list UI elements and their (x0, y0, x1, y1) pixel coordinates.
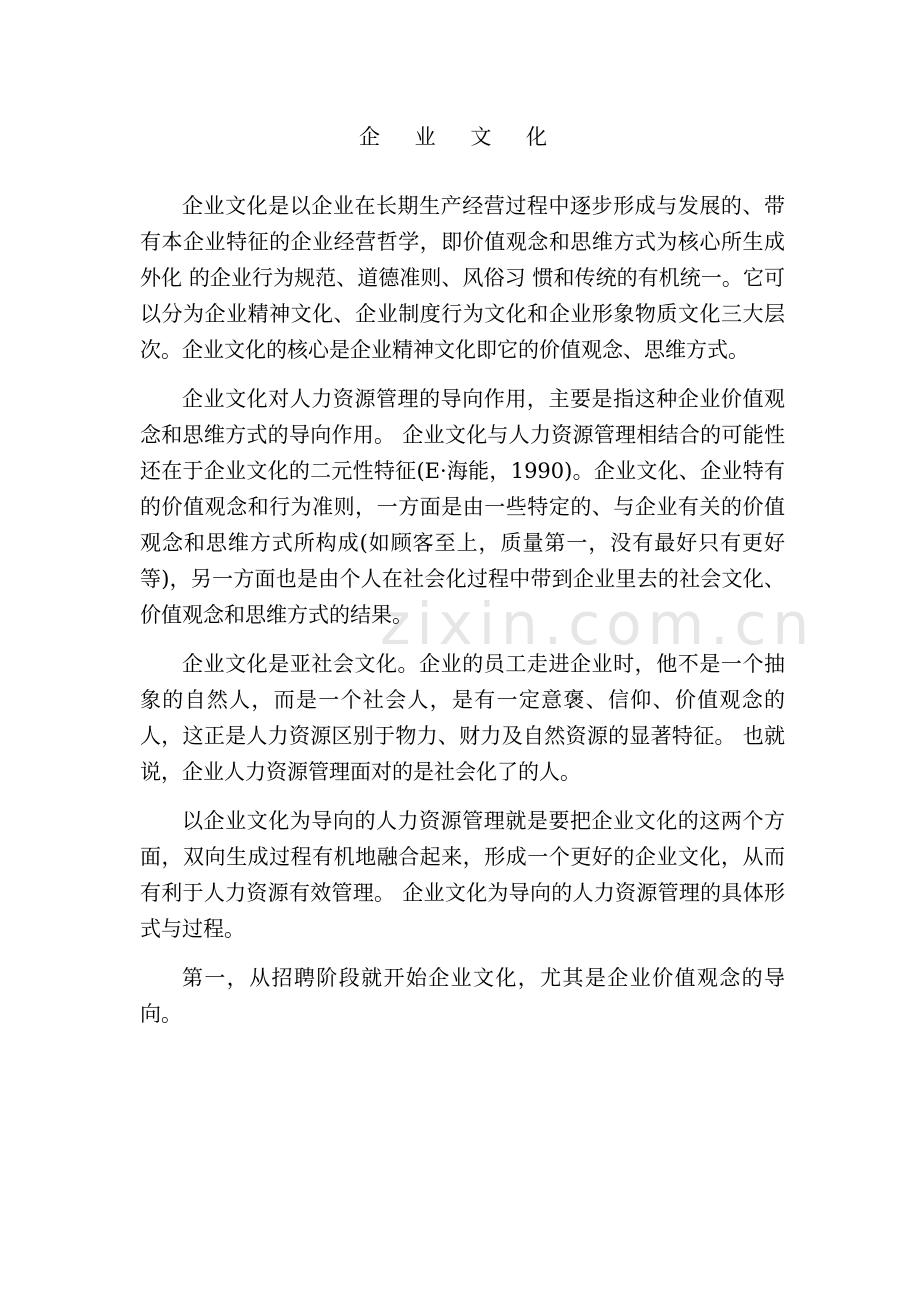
paragraph-1: 企业文化是以企业在长期生产经营过程中逐步形成与发展的、带有本企业特征的企业经营哲学，即价值观念和思维方式为核心所生成外化 的企业行为规范、道德准则、风俗习 惯和传统的有机统一。它可以分为企业精神文化、企业制度行为文化和企业形象物质文化三大层次。企业文化的核心是企业精神文化即它的价值观念、思维方式。 (140, 194, 785, 362)
paragraph-4: 以企业文化为导向的人力资源管理就是要把企业文化的这两个方面，双向生成过程有机地融合起来，形成一个更好的企业文化，从而有利于人力资源有效管理。 企业文化为导向的人力资源管理的具体形式与过程。 (140, 809, 785, 941)
paragraph-5: 第一，从招聘阶段就开始企业文化，尤其是企业价值观念的导向。 (140, 966, 785, 1026)
paragraph-2: 企业文化对人力资源管理的导向作用，主要是指这种企业价值观念和思维方式的导向作用。 企业文化与人力资源管理相结合的可能性还在于企业文化的二元性特征(E·海能，1990)。企业文化、企业特有的价值观念和行为准则，一方面是由一些特定的、与企业有关的价值观念和思维方式所构成(如顾客至上，质量第一，没有最好只有更好等)，另一方面也是由个人在社会化过程中带到企业里去的社会文化、价值观念和思维方式的结果。 (140, 387, 785, 627)
document-title: 企 业 文 化 (358, 125, 562, 149)
watermark: zixin.com.cn (380, 590, 816, 658)
paragraph-3: 企业文化是亚社会文化。企业的员工走进企业时，他不是一个抽象的自然人，而是一个社会人，是有一定意褒、信仰、价值观念的人，这正是人力资源区别于物力、财力及自然资源的显著特征。 也就说，企业人力资源管理面对的是社会化了的人。 (140, 652, 785, 784)
document-body (140, 188, 785, 1032)
